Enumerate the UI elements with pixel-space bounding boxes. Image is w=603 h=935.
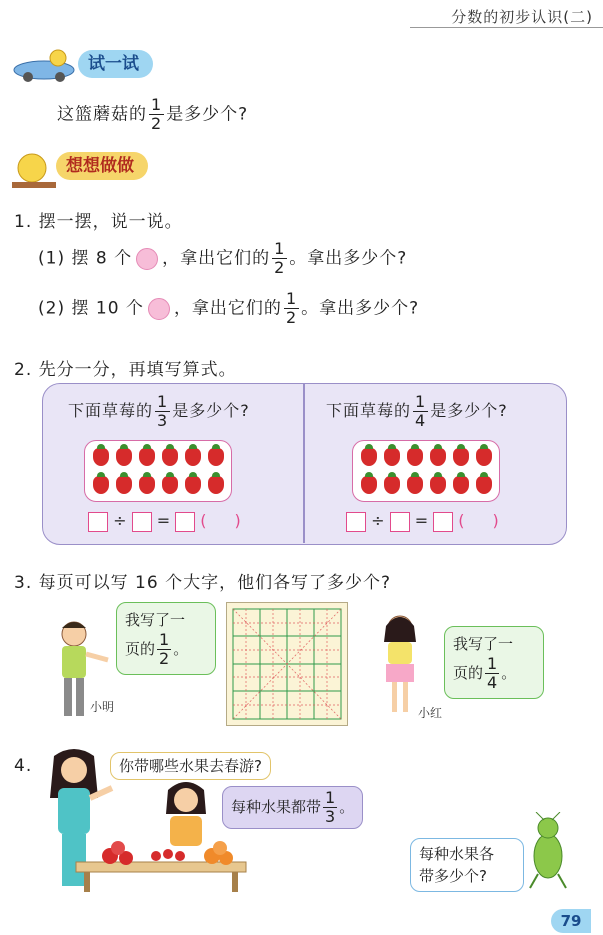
fraction	[323, 789, 337, 826]
strawberry-icon	[208, 448, 224, 466]
mother-question: 你带哪些水果去春游?	[119, 757, 262, 775]
panel-divider	[303, 383, 305, 543]
fraction-denominator: 4	[487, 673, 498, 692]
circle-counter-icon	[136, 248, 158, 270]
answer-box[interactable]	[390, 512, 410, 532]
strawberry-icon	[93, 448, 109, 466]
fraction	[149, 96, 164, 133]
fraction-denominator: 4	[415, 411, 427, 430]
divide-sign: ÷	[113, 511, 127, 530]
fruit-table-illustration	[70, 840, 250, 892]
q1-item1-suffix: 。拿出多少个?	[289, 248, 408, 269]
xiaoming-name: 小明	[90, 700, 115, 714]
xiaohong-line2-before: 页的	[453, 664, 484, 682]
fraction-denominator: 2	[274, 258, 286, 277]
think-section-tag: 想想做做	[56, 152, 148, 180]
fraction-numerator: 1	[157, 392, 169, 411]
q2-left-after: 是多少个?	[172, 401, 250, 420]
practice-grid	[227, 603, 347, 725]
try-question	[57, 96, 248, 133]
equals-sign: =	[156, 511, 171, 530]
writing-grid-paper	[226, 602, 348, 726]
strawberry-icon	[453, 448, 469, 466]
xiaoming-line2-after: 。	[173, 640, 189, 658]
fraction-numerator: 1	[159, 630, 170, 649]
fraction-denominator: 2	[159, 649, 170, 668]
chapter-title: 分数的初步认识(二)	[451, 8, 593, 26]
q1-item2-prefix: (2) 摆 10 个	[38, 298, 144, 319]
strawberry-icon	[139, 448, 155, 466]
answer-box[interactable]	[175, 512, 195, 532]
fraction-numerator: 1	[415, 392, 427, 411]
car-icon	[10, 48, 78, 82]
fraction	[284, 290, 299, 327]
q2-right-before: 下面草莓的	[326, 401, 412, 420]
q4-title: 4.	[14, 756, 33, 776]
strawberry-icon	[93, 476, 109, 494]
strawberry-icon	[162, 476, 178, 494]
fraction-denominator: 2	[285, 308, 298, 327]
q1-item2	[38, 290, 419, 327]
strawberry-icon	[476, 448, 492, 466]
xiaoming-line2-before: 页的	[125, 640, 156, 658]
answer-box[interactable]	[346, 512, 366, 532]
strawberry-icon	[407, 448, 423, 466]
q2-right-after: 是多少个?	[430, 401, 508, 420]
mother-speech-bubble	[110, 752, 271, 780]
fraction-numerator: 1	[285, 289, 298, 308]
strawberry-icon	[361, 448, 377, 466]
bug-speech-bubble	[410, 838, 524, 892]
paren-close: )	[492, 511, 499, 530]
fraction	[155, 393, 170, 430]
q1-item1	[38, 240, 407, 277]
strawberry-icon	[384, 476, 400, 494]
strawberry-icon	[162, 448, 178, 466]
paren-close: )	[234, 511, 241, 530]
strawberry-icon	[430, 476, 446, 494]
fraction-numerator: 1	[325, 788, 336, 807]
q2-title: 2. 先分一分，再填写算式。	[14, 360, 237, 380]
q1-item1-prefix: (1) 摆 8 个	[38, 248, 133, 269]
strawberry-group-right	[352, 440, 500, 502]
chick-cart-icon	[10, 150, 58, 192]
strawberry-icon	[185, 448, 201, 466]
strawberry-group-left	[84, 440, 232, 502]
fraction-denominator: 2	[151, 114, 163, 133]
try-section-tag: 试一试	[78, 50, 153, 78]
q1-item2-middle: ，拿出它们的	[173, 298, 282, 319]
strawberry-icon	[116, 476, 132, 494]
strawberry-icon	[453, 476, 469, 494]
strawberry-icon	[430, 448, 446, 466]
try-question-after: 是多少个?	[166, 104, 249, 125]
formula-left	[88, 511, 241, 532]
bug-line2: 带多少个?	[419, 867, 487, 885]
equals-sign: =	[414, 511, 429, 530]
divide-sign: ÷	[371, 511, 385, 530]
try-question-before: 这篮蘑菇的	[57, 104, 147, 125]
fraction	[413, 393, 428, 430]
xiaohong-line1: 我写了一	[453, 635, 514, 653]
q3-title: 3. 每页可以写 16 个大字，他们各写了多少个?	[14, 573, 392, 593]
strawberry-icon	[407, 476, 423, 494]
q2-right-question	[326, 393, 508, 430]
q1-item1-middle: ，拿出它们的	[162, 248, 271, 269]
answer-box[interactable]	[88, 512, 108, 532]
fraction-denominator: 3	[325, 807, 336, 826]
q1-title: 1. 摆一摆，说一说。	[14, 212, 183, 232]
xiaohong-name: 小红	[418, 706, 443, 720]
q1-item2-suffix: 。拿出多少个?	[301, 298, 420, 319]
circle-counter-icon	[148, 298, 170, 320]
girl-speech-bubble	[222, 786, 363, 829]
girl-line-after: 。	[339, 798, 355, 816]
xiaohong-line2-after: 。	[501, 664, 517, 682]
fraction	[272, 240, 287, 277]
strawberry-icon	[384, 448, 400, 466]
girl-line-before: 每种水果都带	[231, 798, 322, 816]
strawberry-icon	[185, 476, 201, 494]
xiaoming-speech-bubble	[116, 602, 216, 675]
strawberry-icon	[116, 448, 132, 466]
page-number: 79	[551, 909, 591, 933]
strawberry-icon	[361, 476, 377, 494]
q2-left-before: 下面草莓的	[68, 401, 154, 420]
bug-line1: 每种水果各	[419, 845, 495, 863]
answer-box[interactable]	[132, 512, 152, 532]
fraction	[485, 655, 499, 692]
xiaohong-speech-bubble	[444, 626, 544, 699]
xiaoming-line1: 我写了一	[125, 611, 186, 629]
fraction-denominator: 3	[157, 411, 169, 430]
strawberry-icon	[208, 476, 224, 494]
fraction	[157, 631, 171, 668]
paren-open: (	[200, 511, 207, 530]
fraction-numerator: 1	[274, 239, 286, 258]
grasshopper-icon	[520, 812, 576, 890]
formula-right	[346, 511, 499, 532]
header-divider	[410, 27, 603, 28]
answer-box[interactable]	[433, 512, 453, 532]
fraction-numerator: 1	[487, 654, 498, 673]
strawberry-icon	[139, 476, 155, 494]
fraction-numerator: 1	[151, 95, 163, 114]
strawberry-icon	[476, 476, 492, 494]
paren-open: (	[458, 511, 465, 530]
q2-left-question	[68, 393, 250, 430]
